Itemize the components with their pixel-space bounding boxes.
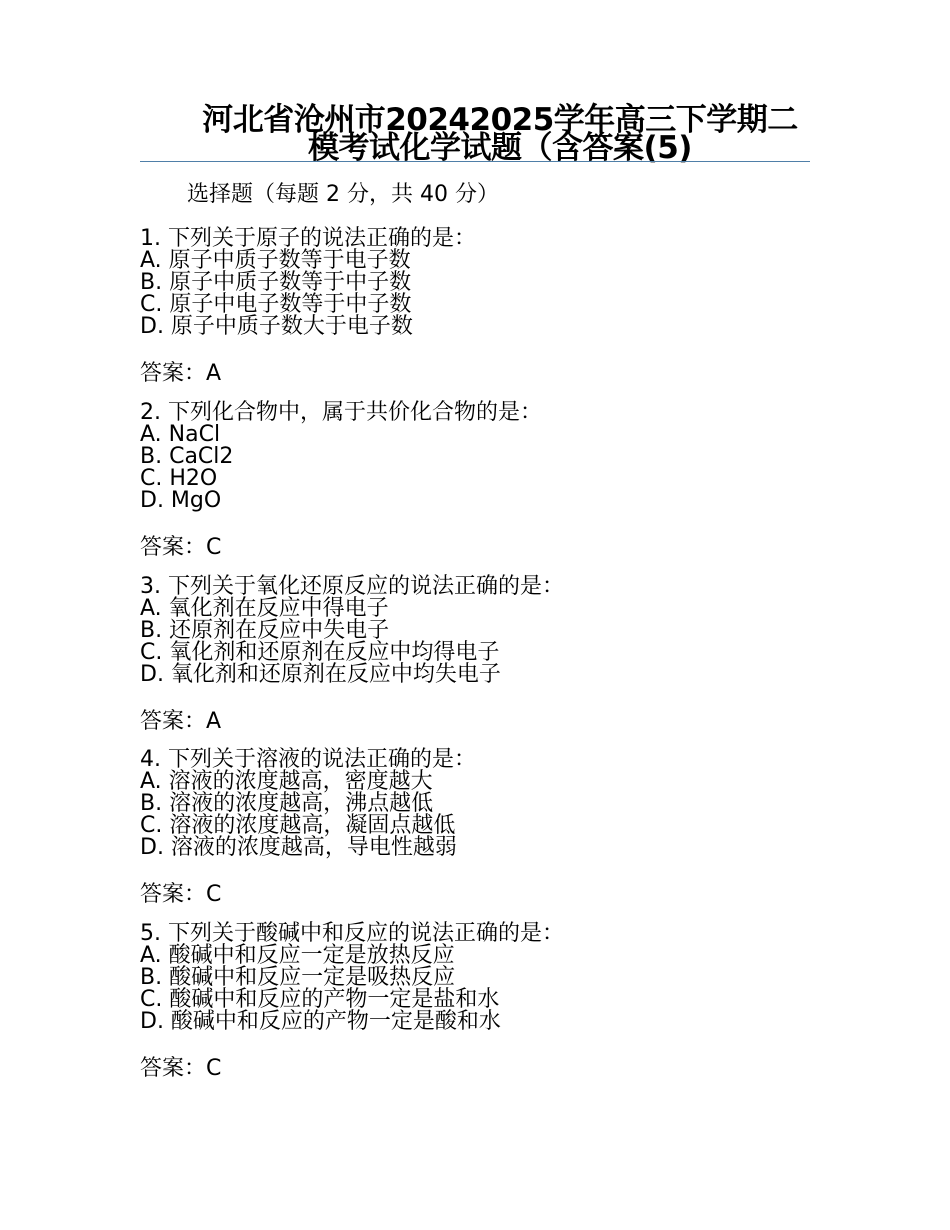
answer: 答案：C bbox=[140, 882, 222, 907]
section-heading: 选择题（每题 2 分，共 40 分） bbox=[187, 182, 499, 207]
answer: 答案：C bbox=[140, 1056, 222, 1081]
question-stem: 5. 下列关于酸碱中和反应的说法正确的是： bbox=[140, 921, 564, 946]
answer: 答案：A bbox=[140, 361, 222, 386]
question-2 bbox=[140, 402, 542, 562]
title-divider bbox=[140, 161, 810, 162]
question-3 bbox=[140, 576, 564, 736]
option-c: C. 酸碱中和反应的产物一定是盐和水 bbox=[140, 987, 500, 1012]
option-b: B. 酸碱中和反应一定是吸热反应 bbox=[140, 965, 456, 990]
option-c: C. 溶液的浓度越高，凝固点越低 bbox=[140, 813, 456, 838]
answer: 答案：A bbox=[140, 709, 222, 734]
option-d: D. 溶液的浓度越高，导电性越弱 bbox=[140, 835, 457, 860]
question-stem: 3. 下列关于氧化还原反应的说法正确的是： bbox=[140, 574, 564, 599]
option-a: A. 酸碱中和反应一定是放热反应 bbox=[140, 943, 455, 968]
option-d: D. 原子中质子数大于电子数 bbox=[140, 314, 413, 339]
answer: 答案：C bbox=[140, 535, 222, 560]
option-a: A. 溶液的浓度越高，密度越大 bbox=[140, 769, 433, 794]
option-c: C. 原子中电子数等于中子数 bbox=[140, 292, 412, 317]
question-stem: 2. 下列化合物中，属于共价化合物的是： bbox=[140, 400, 542, 425]
question-4 bbox=[140, 749, 476, 909]
option-c: C. H2O bbox=[140, 466, 218, 491]
question-5 bbox=[140, 923, 564, 1083]
option-d: D. 氧化剂和还原剂在反应中均失电子 bbox=[140, 662, 501, 687]
option-d: D. 酸碱中和反应的产物一定是酸和水 bbox=[140, 1009, 501, 1034]
option-d: D. MgO bbox=[140, 488, 222, 513]
option-c: C. 氧化剂和还原剂在反应中均得电子 bbox=[140, 640, 500, 665]
option-b: B. 原子中质子数等于中子数 bbox=[140, 270, 412, 295]
option-b: B. 溶液的浓度越高，沸点越低 bbox=[140, 791, 434, 816]
document-title: 河北省沧州市20242025学年高三下学期二模考试化学试题（含答案(5) bbox=[202, 102, 798, 166]
option-b: B. 还原剂在反应中失电子 bbox=[140, 618, 390, 643]
question-1 bbox=[140, 228, 476, 388]
option-a: A. NaCl bbox=[140, 422, 221, 447]
option-b: B. CaCl2 bbox=[140, 444, 234, 469]
question-stem: 4. 下列关于溶液的说法正确的是： bbox=[140, 747, 476, 772]
option-a: A. 氧化剂在反应中得电子 bbox=[140, 596, 389, 621]
question-stem: 1. 下列关于原子的说法正确的是： bbox=[140, 226, 476, 251]
option-a: A. 原子中质子数等于电子数 bbox=[140, 248, 411, 273]
